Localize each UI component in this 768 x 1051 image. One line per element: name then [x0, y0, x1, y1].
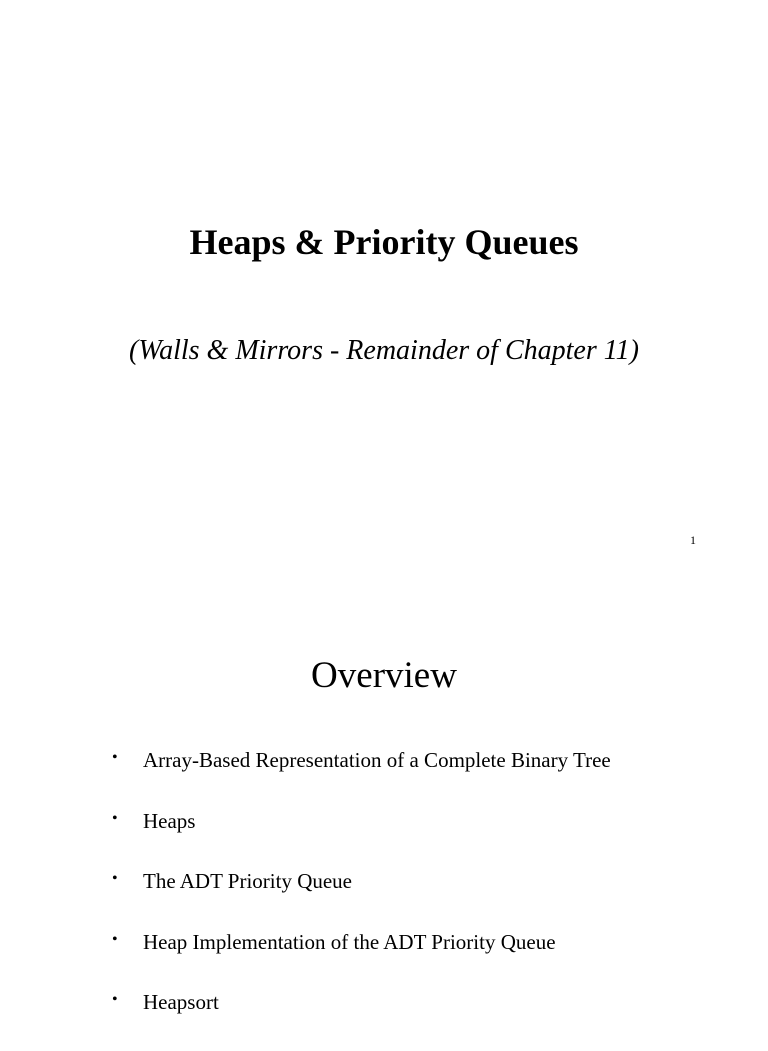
- bullet-text: Array-Based Representation of a Complete Binary Tree: [143, 748, 611, 772]
- bullet-text: Heaps: [143, 808, 196, 833]
- bullet-text: Heap Implementation of the ADT Priority Queue: [143, 929, 556, 954]
- bullet-icon: •: [112, 930, 118, 948]
- bullet-icon: •: [112, 749, 118, 766]
- overview-title: Overview: [311, 655, 457, 696]
- slide-title: Heaps & Priority Queues: [189, 222, 579, 262]
- bullet-icon: •: [112, 809, 118, 827]
- page-number: 1: [690, 533, 696, 547]
- bullet-icon: •: [112, 991, 118, 1008]
- slide-subtitle: (Walls & Mirrors - Remainder of Chapter 11): [129, 335, 639, 366]
- bullet-text: The ADT Priority Queue: [143, 869, 352, 893]
- overview-slide: [0, 576, 768, 1024]
- bullet-icon: •: [112, 870, 118, 887]
- bullet-text: Heapsort: [143, 990, 219, 1014]
